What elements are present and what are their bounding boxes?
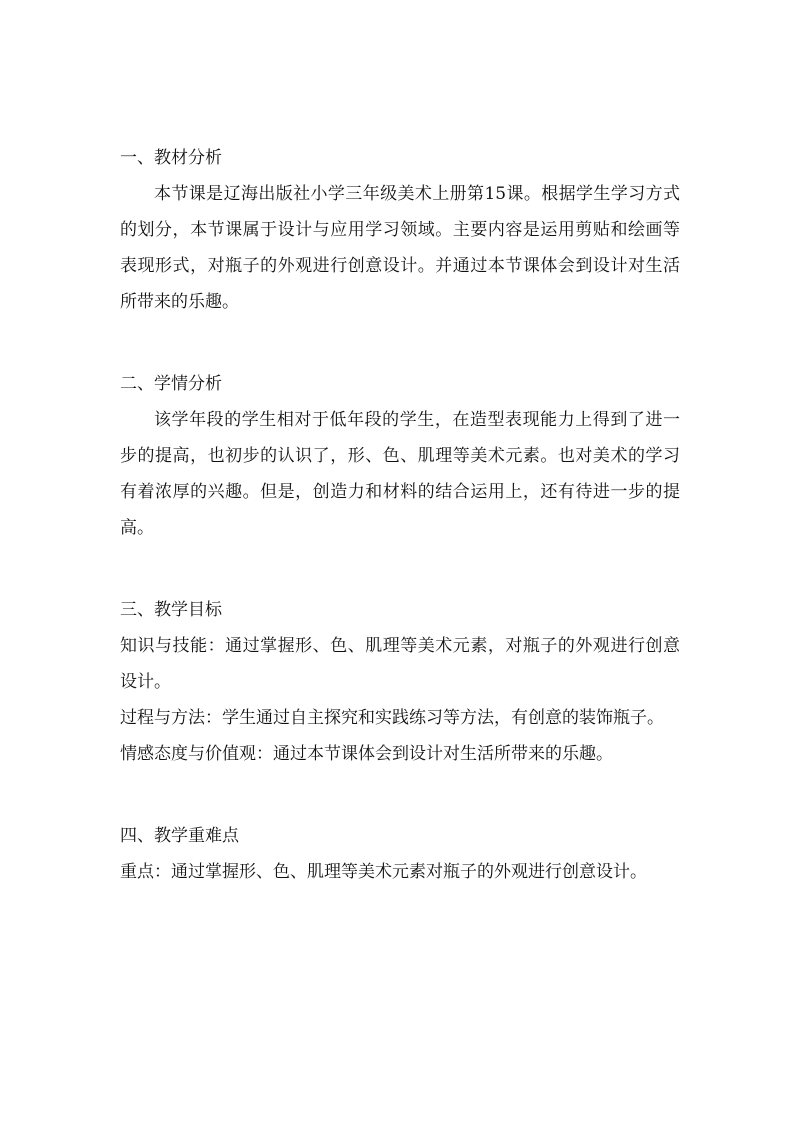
section-spacer — [120, 320, 680, 366]
document-page — [120, 140, 680, 890]
section-teaching-goals — [120, 592, 680, 772]
section-spacer — [120, 772, 680, 818]
section-key-difficult-points — [120, 818, 680, 890]
section-spacer — [120, 546, 680, 592]
section-paragraph: 该学年段的学生相对于低年段的学生，在造型表现能力上得到了进一步的提高，也初步的认识了，形、色、肌理等美术元素。也对美术的学习有着浓厚的兴趣。但是，创造力和材料的结合运用上，还有待进一步的提高。 — [120, 410, 680, 538]
section-heading: 四、教学重难点 — [120, 826, 239, 846]
section-textbook-analysis — [120, 140, 680, 320]
section-student-analysis — [120, 366, 680, 546]
goal-knowledge-skills: 知识与技能：通过掌握形、色、肌理等美术元素，对瓶子的外观进行创意设计。 — [120, 636, 680, 692]
section-heading: 一、教材分析 — [120, 148, 222, 168]
section-paragraph: 本节课是辽海出版社小学三年级美术上册第15课。根据学生学习方式的划分，本节课属于设计与应用学习领域。主要内容是运用剪贴和绘画等表现形式，对瓶子的外观进行创意设计。并通过本节课体会到设计对生活所带来的乐趣。 — [120, 184, 680, 312]
key-point: 重点：通过掌握形、色、肌理等美术元素对瓶子的外观进行创意设计。 — [120, 862, 647, 882]
goal-emotion-values: 情感态度与价值观：通过本节课体会到设计对生活所带来的乐趣。 — [120, 744, 613, 764]
section-heading: 二、学情分析 — [120, 374, 222, 394]
section-heading: 三、教学目标 — [120, 600, 222, 620]
goal-process-methods: 过程与方法：学生通过自主探究和实践练习等方法，有创意的装饰瓶子。 — [120, 708, 664, 728]
